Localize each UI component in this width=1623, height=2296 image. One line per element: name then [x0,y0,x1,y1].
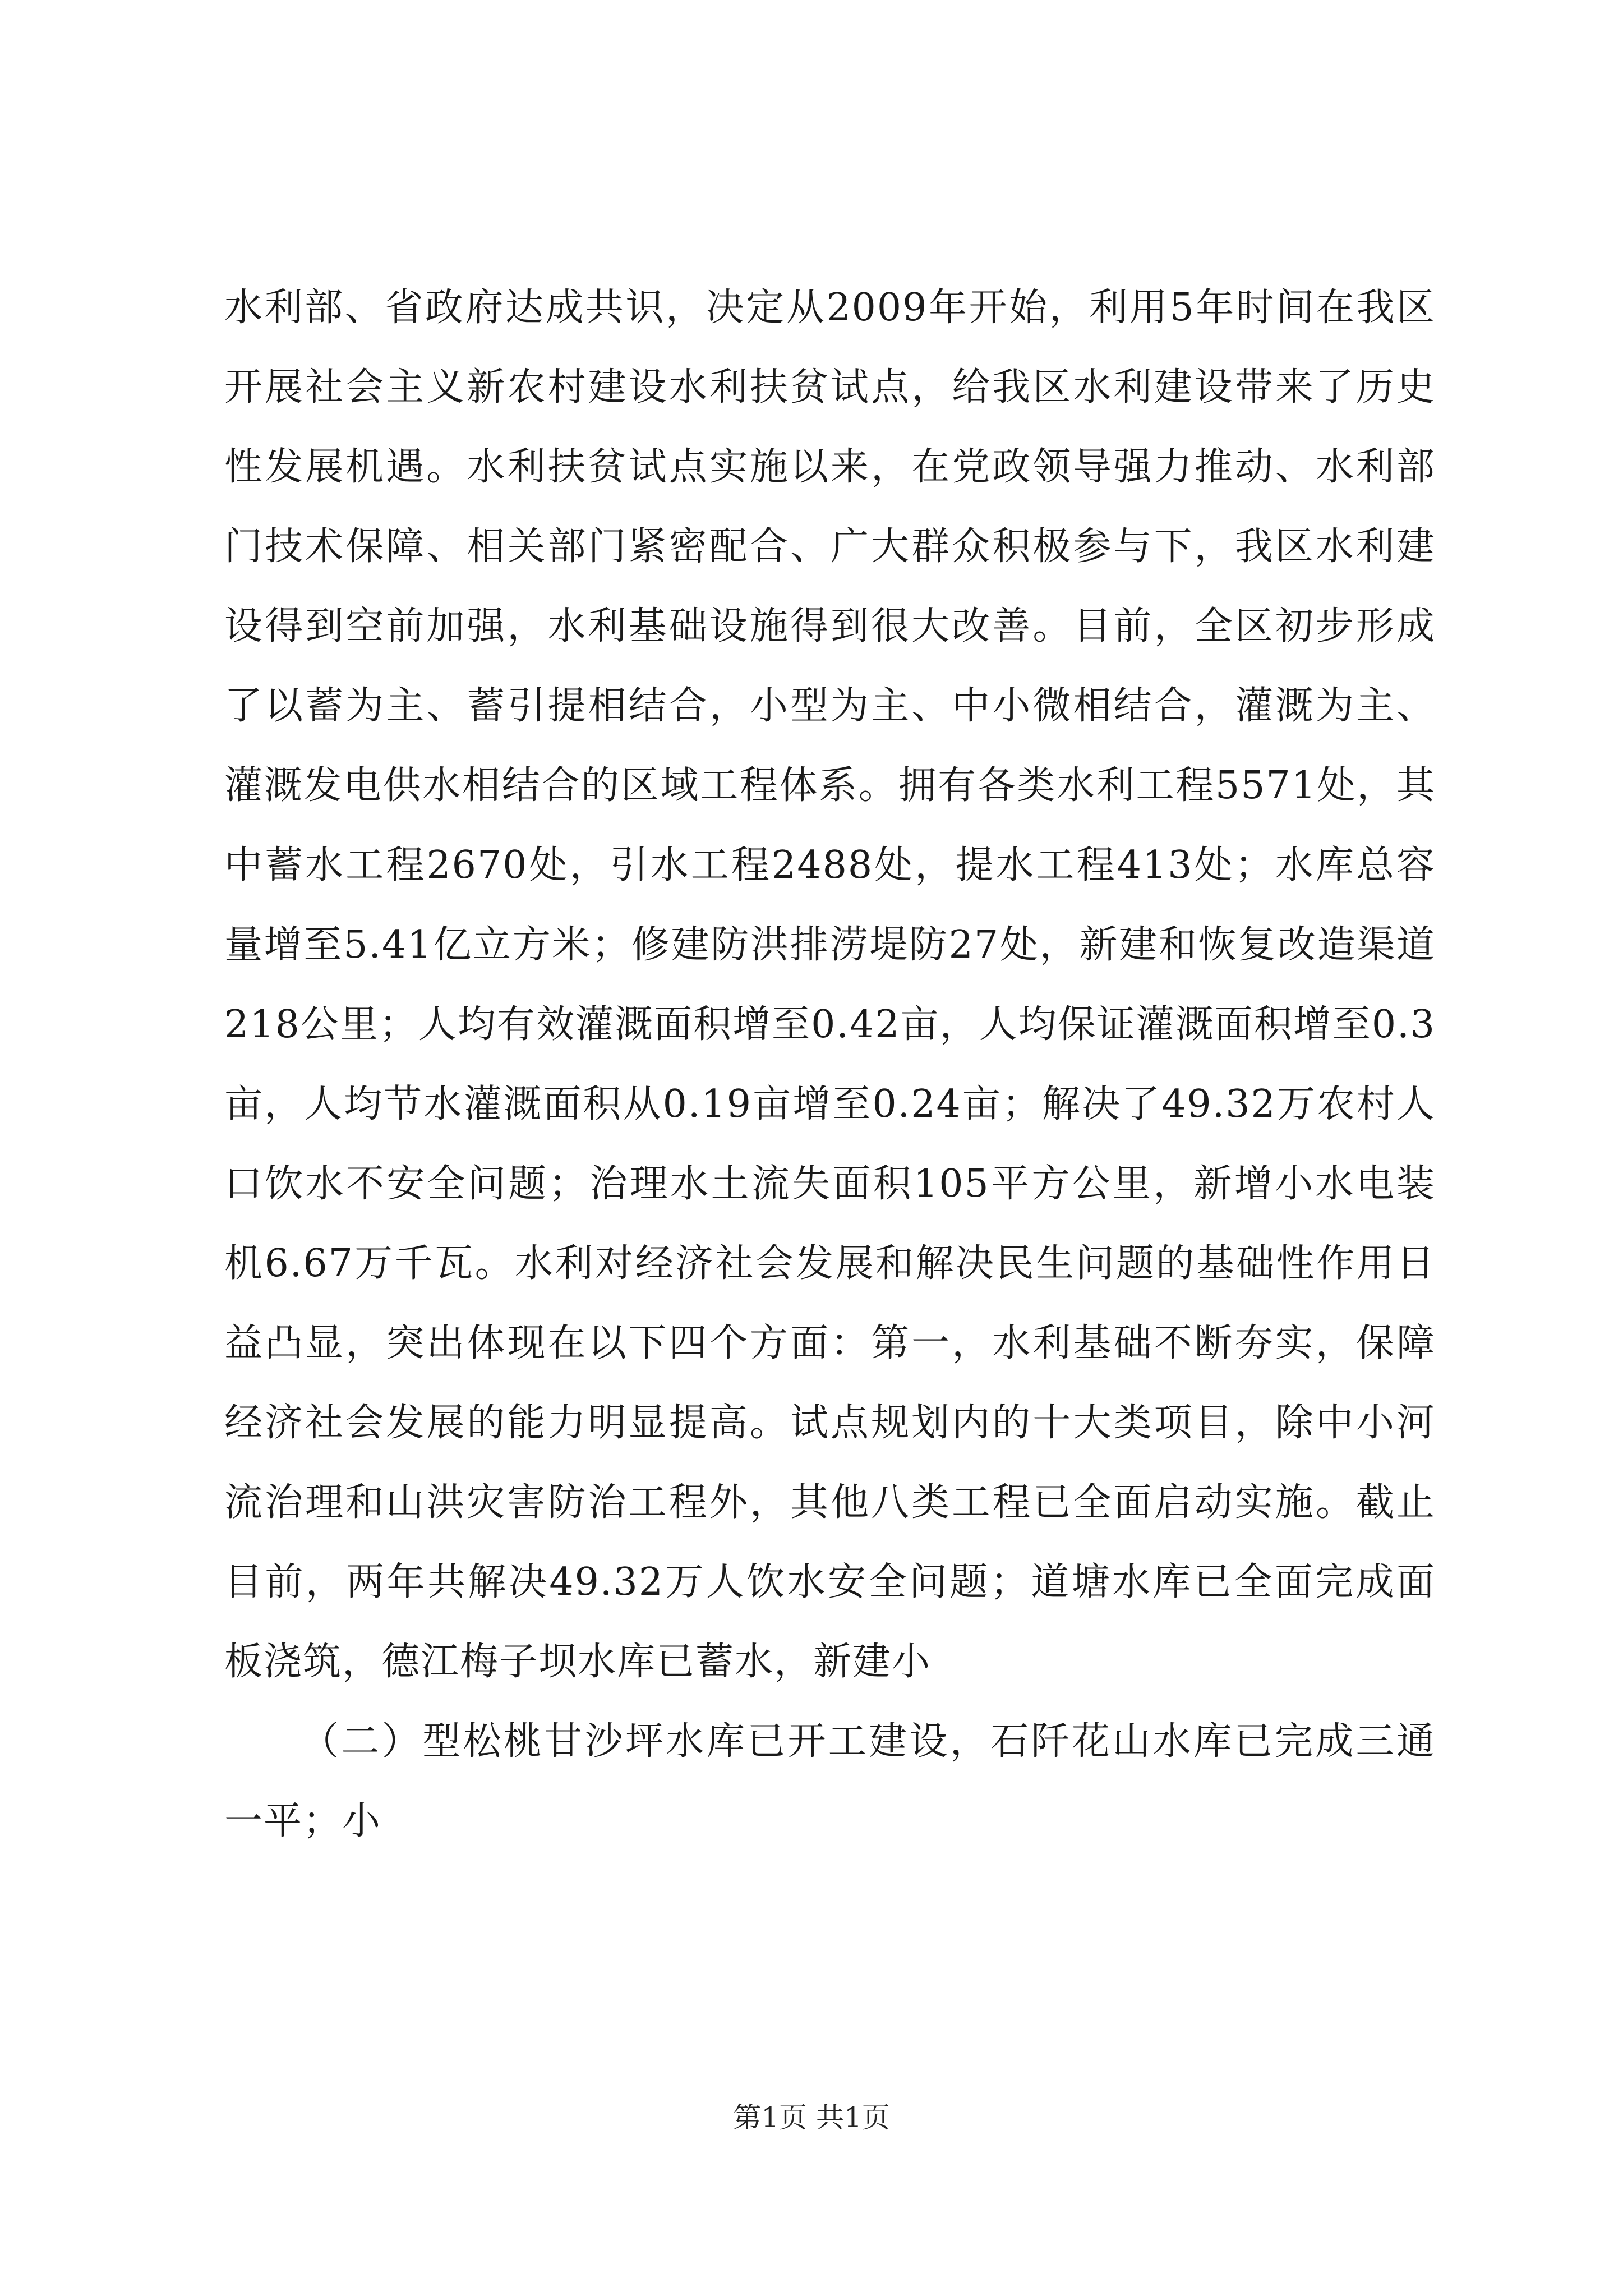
page-footer: 第1页 共1页 [733,2101,890,2134]
body-paragraph-1: 水利部、省政府达成共识，决定从2009年开始，利用5年时间在我区开展社会主义新农村建设水利扶贫试点，给我区水利建设带来了历史性发展机遇。水利扶贫试点实施以来，在党政领导强力推动、水利部门技术保障、相关部门紧密配合、广大群众积极参与下，我区水利建设得到空前加强，水利基础设施得到很大改善。目前，全区初步形成了以蓄为主、蓄引提相结合，小型为主、中小微相结合，灌溉为主、灌溉发电供水相结合的区域工程体系。拥有各类水利工程5571处，其中蓄水工程2670处，引水工程2488处，提水工程413处；水库总容量增至5.41亿立方米；修建防洪排涝堤防27处，新建和恢复改造渠道218公里；人均有效灌溉面积增至0.42亩，人均保证灌溉面积增至0.3亩，人均节水灌溉面积从0.19亩增至0.24亩；解决了49.32万农村人口饮水不安全问题；治理水土流失面积105平方公里，新增小水电装机6.67万千瓦。水利对经济社会发展和解决民生问题的基础性作用日益凸显，突出体现在以下四个方面：第一，水利基础不断夯实，保障经济社会发展的能力明显提高。试点规划内的十大类项目，除中小河流治理和山洪灾害防治工程外，其他八类工程已全面启动实施。截止目前，两年共解决49.32万人饮水安全问题；道塘水库已全面完成面板浇筑，德江梅子坝水库已蓄水，新建小 [224,286,1436,1684]
document-body [224,268,1436,1861]
body-paragraph-2: （二）型松桃甘沙坪水库已开工建设，石阡花山水库已完成三通一平；小 [224,1719,1436,1843]
